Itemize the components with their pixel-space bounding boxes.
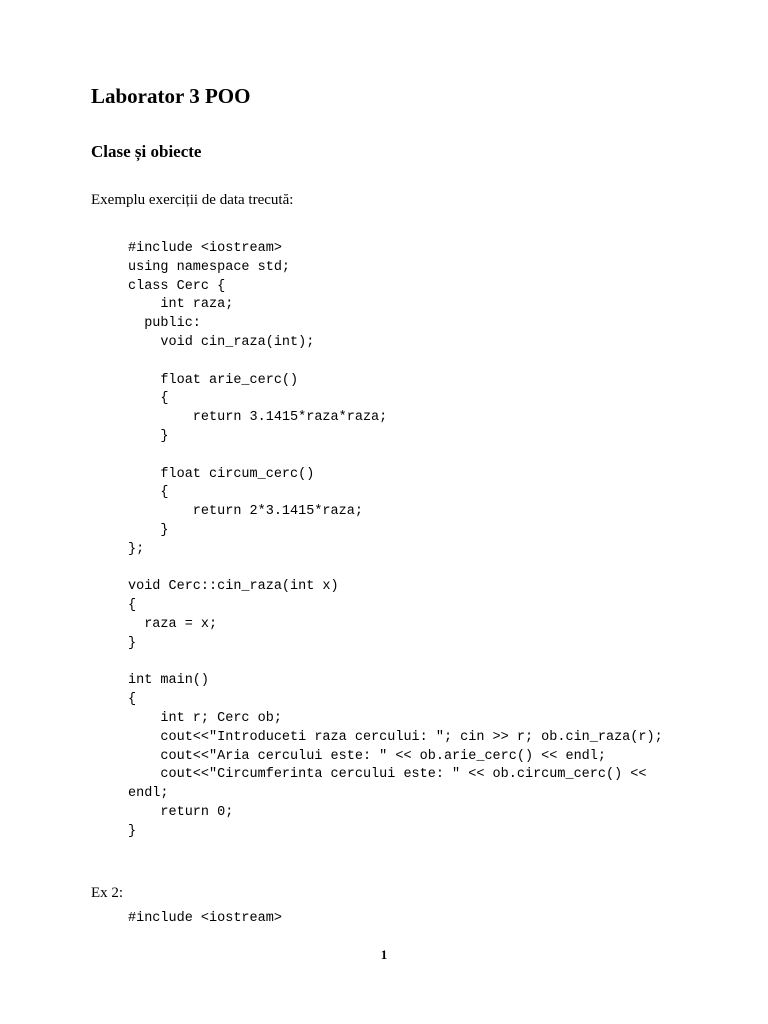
page-title: Laborator 3 POO: [91, 84, 251, 108]
code-block-example-1: #include <iostream> using namespace std; class Cerc { int raza; public: void cin_raza(int); float arie_cerc() { return 3.1415*raza*raza; } float circum_cerc() { return 2*3.1415*raza; } }; void Cerc::cin_raza(int x) { raza = x; } int main() { int r; Cerc ob; cout<<"Introduceti raza cercului: "; cin >> r; ob.cin_raza(r); cout<<"Aria cercului este: " << ob.arie_cerc() << endl; cout<<"Circumferinta cercului este: " << ob.circum_cerc() << endl; return 0; }: [128, 241, 663, 839]
page-number: 1: [380, 947, 388, 962]
intro-paragraph: Exemplu exerciții de data trecută:: [91, 192, 294, 208]
section-heading: Clase și obiecte: [91, 142, 202, 161]
exercise-2-label: Ex 2:: [91, 885, 124, 901]
code-block-example-2: #include <iostream>: [128, 911, 282, 926]
